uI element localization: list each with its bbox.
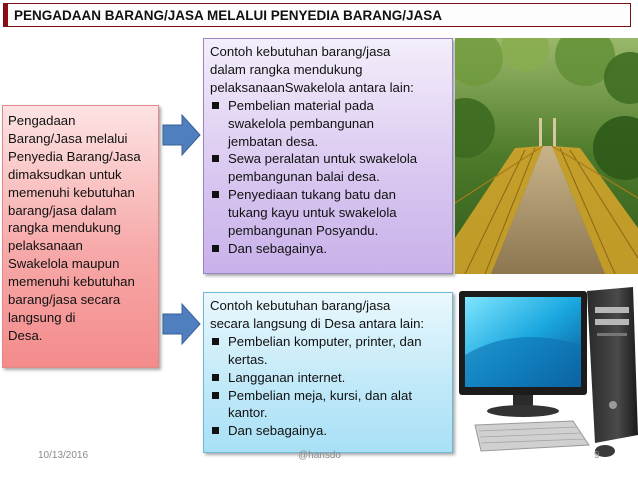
- definition-line: Barang/Jasa melalui: [8, 130, 128, 146]
- square-bullet-icon: [212, 245, 219, 252]
- title-bar: [3, 3, 631, 27]
- definition-line: pelaksanaan: [8, 238, 83, 254]
- definition-line: Swakelola maupun: [8, 256, 120, 272]
- definition-line: Desa.: [8, 327, 43, 343]
- list-item-line: Dan sebagainya.: [228, 240, 327, 256]
- list-item-line: Penyediaan tukang batu dan: [228, 187, 396, 203]
- list-item-line: swakelola pembangunan: [228, 115, 374, 131]
- list-item: [210, 369, 446, 387]
- square-bullet-icon: [212, 155, 219, 162]
- slide-title: PENGADAAN BARANG/JASA MELALUI PENYEDIA BARANG/JASA: [14, 8, 443, 23]
- list-item: [210, 422, 446, 440]
- box-heading-line: Contoh kebutuhan barang/jasa: [210, 298, 391, 313]
- list-item: [210, 333, 446, 369]
- computer-illustration: [455, 285, 638, 465]
- list-item: [210, 240, 446, 258]
- definition-line: rangka mendukung: [8, 220, 121, 236]
- list-item-line: jembatan desa.: [228, 133, 319, 149]
- list-item-line: pembangunan balai desa.: [228, 169, 380, 185]
- box-heading-line: dalam rangka mendukung: [210, 61, 363, 77]
- footer-page-number: 9: [594, 450, 600, 461]
- list-item-line: tukang kayu untuk swakelola: [228, 205, 397, 221]
- list-item-line: kantor.: [228, 405, 268, 421]
- square-bullet-icon: [212, 338, 219, 345]
- bridge-photo: [455, 38, 638, 274]
- square-bullet-icon: [212, 191, 219, 198]
- list-item: [210, 97, 446, 151]
- footer-author: @hansdo: [298, 450, 341, 461]
- definition-line: memenuhi kebutuhan: [8, 274, 135, 290]
- list-item: [210, 150, 446, 186]
- definition-line: dimaksudkan untuk: [8, 166, 122, 182]
- list-item: [210, 186, 446, 240]
- arrow-right-icon: [162, 113, 202, 157]
- definition-line: Penyedia Barang/Jasa: [8, 148, 141, 164]
- list-item: [210, 387, 446, 423]
- list-item-line: Sewa peralatan untuk swakelola: [228, 151, 418, 167]
- arrow-right-icon: [162, 302, 202, 346]
- list-item-line: Langganan internet.: [228, 369, 346, 385]
- definition-line: barang/jasa dalam: [8, 202, 117, 218]
- direct-examples-box: [203, 292, 453, 453]
- box-heading-line: pelaksanaanSwakelola antara lain:: [210, 79, 414, 95]
- list-item-line: kertas.: [228, 351, 268, 367]
- square-bullet-icon: [212, 427, 219, 434]
- list-item-line: Pembelian meja, kursi, dan alat: [228, 387, 412, 403]
- list-item-line: Dan sebagainya.: [228, 423, 327, 439]
- definition-line: memenuhi kebutuhan: [8, 184, 135, 200]
- list-item-line: Pembelian komputer, printer, dan: [228, 333, 422, 349]
- swakelola-examples-box: [203, 38, 453, 274]
- definition-box: [2, 105, 159, 368]
- footer-date: 10/13/2016: [38, 450, 89, 461]
- list-item-line: Pembelian material pada: [228, 97, 374, 113]
- square-bullet-icon: [212, 392, 219, 399]
- definition-line: Pengadaan: [8, 113, 76, 128]
- definition-line: barang/jasa secara: [8, 292, 121, 308]
- definition-line: langsung di: [8, 309, 76, 325]
- square-bullet-icon: [212, 374, 219, 381]
- direct-examples-list: [210, 333, 446, 440]
- list-item-line: pembangunan Posyandu.: [228, 223, 379, 239]
- swakelola-examples-list: [210, 97, 446, 258]
- box-heading-line: secara langsung di Desa antara lain:: [210, 315, 425, 331]
- square-bullet-icon: [212, 102, 219, 109]
- title-accent: [4, 4, 8, 26]
- box-heading-line: Contoh kebutuhan barang/jasa: [210, 44, 391, 59]
